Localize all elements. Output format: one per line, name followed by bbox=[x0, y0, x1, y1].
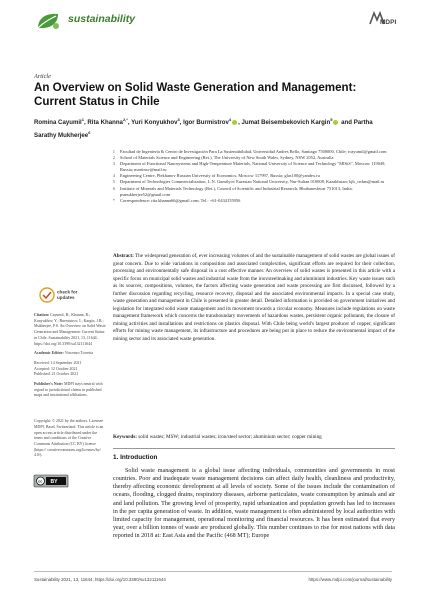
author[interactable] bbox=[87, 119, 127, 126]
keywords-text: solid wastes; MSW; industrial wastes; iron/steel sector; aluminium sector; copper mining bbox=[138, 434, 322, 440]
dates bbox=[34, 360, 106, 377]
keywords bbox=[113, 434, 395, 442]
abstract-label: Abstract: bbox=[113, 253, 134, 259]
affiliation-item bbox=[113, 198, 393, 204]
affiliation-number: * bbox=[113, 198, 115, 203]
accepted-date: Accepted: 12 October 2021 bbox=[34, 365, 78, 371]
affiliations bbox=[113, 149, 393, 204]
author-affiliation-number: 2,* bbox=[122, 117, 128, 122]
affiliation-text: Institute of Minerals and Materials Technology (Ret.), Council of Scientific and Industrial Research, Bhubaneshwar 751013, India; psmukherjee52@gmail.com bbox=[120, 185, 353, 197]
paper-title: An Overview on Solid Waste Generation and Management: Current Status in Chile bbox=[34, 81, 357, 108]
affiliation-number: 2 bbox=[113, 156, 115, 161]
editor-name: Vincenzo Torretta bbox=[64, 350, 93, 356]
author-name[interactable]: Jumat Beisembekovich Kargin bbox=[241, 119, 331, 127]
svg-text:BY: BY bbox=[50, 479, 58, 486]
cc-by-license-icon[interactable] bbox=[34, 475, 68, 487]
article-type: Article bbox=[34, 73, 51, 80]
author-affiliation-number: 3 bbox=[177, 117, 180, 122]
abstract bbox=[113, 253, 395, 344]
affiliation-text: Department of Technologies Commercialization, L.N. Gumilyov Eurasian National University, Nur-Sultan 010008, Kazakhstan; kjb_crrkm@mail.ru bbox=[120, 179, 385, 185]
author-affiliation-number: 5 bbox=[330, 117, 333, 122]
author-name[interactable]: Igor Burmistrov bbox=[183, 119, 229, 127]
orcid-icon[interactable] bbox=[232, 120, 237, 125]
affiliation-text: School of Materials Science and Engineering (Ret.), The University of New South Wales, Sydney, NSW 2052, Australia bbox=[120, 155, 334, 161]
mdpi-logo-text: MDPI bbox=[380, 19, 397, 26]
affiliation-text: Department of Functional Nanosystems and High-Temperature Materials, National University of Science and Technology "MISiS", Moscow 119049, Russia; martinsv@mail.ru bbox=[120, 161, 386, 173]
author[interactable] bbox=[34, 119, 84, 126]
copyright-text: Copyright: © 2021 by the authors. Licensee MDPI, Basel, Switzerland. This article is an open access article distributed under the terms and conditions of the Creative Commons Attribution (CC BY) license (https:// creativecommons.org/licenses/by/ 4.0/). bbox=[34, 418, 104, 458]
editor-label: Academic Editor: bbox=[34, 350, 64, 356]
author[interactable] bbox=[241, 119, 339, 126]
author-affiliation-number: 4 bbox=[228, 117, 232, 122]
mdpi-logo-icon[interactable] bbox=[368, 10, 397, 26]
affiliation-number: 1 bbox=[113, 150, 115, 154]
footer-citation: Sustainability 2021, 13, 11644. https://doi.org/10.3390/su132111644 bbox=[34, 577, 166, 582]
svg-text:cc: cc bbox=[38, 479, 43, 484]
check-updates-line1: check for bbox=[57, 289, 78, 295]
affiliation-text: Facultad de Ingeniería & Centro de Investigación Para La Sustentabilidad, Universidad Andres Bello, Santiago 7500000, Chile; rcayumil@gmail.com bbox=[120, 149, 387, 154]
author-name[interactable]: Romina Cayumil bbox=[34, 119, 82, 127]
publisher-note-text: MDPI stays neutral with regard to jurisdictional claims in published maps and institutional affiliations. bbox=[34, 381, 103, 398]
author-affiliation-number: 6 bbox=[88, 129, 91, 135]
introduction-text: Solid waste management is a global issue affecting individuals, communities and governments in most countries. Poor and inadequate waste management decisions can affect daily health, cleanliness and productivity, thereby affecting economic development at all levels of society. Some of the issues include the contamination of oceans, flooding, clogged drains, respiratory diseases, airborne particulates, waste consumption by animals and air and land pollution. The growing level of prosperity, rapid urbanization and population growth has led to increases in the per capita generation of waste. In addition, waste management is often administered by local authorities with limited capacity for management, operational monitoring and financial resources. It has been estimated that every year, over a billion tonnes of waste are produced globally. This number continues to rise for most nations with data reported in 2018 at: East Asia and the Pacific (468 MT); Europe bbox=[113, 468, 395, 540]
footer-divider bbox=[34, 571, 392, 572]
affiliation-text: Correspondence: rita.khanna66@gmail.com; Tel.: +61-0434155956 bbox=[120, 197, 241, 203]
author-list: Romina Cayumil$^1$, Rita Khanna$^{2,*}$, Yuri Konyukhov$^3$, Igor Burmistrov$^4$ , Jumat Beisembekovich Kargin$^5$ and Partha Sarathy Mukherjee$^6$ bbox=[34, 117, 373, 139]
citation-label: Citation: bbox=[34, 312, 50, 317]
affiliation-number: 4 bbox=[113, 174, 115, 179]
journal-name[interactable]: sustainability bbox=[68, 13, 136, 25]
affiliation-text: Engineering Centre, Plekhanov Russian University of Economics, Moscow 117997, Russia; glas100@yandex.ru bbox=[120, 173, 320, 179]
orcid-icon[interactable] bbox=[333, 120, 338, 125]
footer-journal-link[interactable]: https://www.mdpi.com/journal/sustainability bbox=[308, 577, 392, 582]
author[interactable] bbox=[131, 119, 180, 126]
article-info-sidebar bbox=[34, 312, 106, 462]
author-name[interactable]: Rita Khanna bbox=[87, 119, 123, 127]
citation-text: Cayumil, R.; Khanna, R.; Konyukhov, Y.; Burmistrov, I.; Kargin, J.B.; Mukherjee, P.S. An Overview on Solid Waste Generation and Management: Current Status in Chile. Sustainability 2021, 13, 11644. https://doi.org/10.3390/su132111644 bbox=[34, 312, 106, 346]
affiliation-item bbox=[113, 161, 393, 173]
published-date: Published: 21 October 2021 bbox=[34, 371, 79, 377]
affiliation-number: 3 bbox=[113, 162, 115, 167]
keywords-label: Keywords: bbox=[113, 434, 137, 440]
academic-editor bbox=[34, 350, 106, 356]
check-updates-line2: updates bbox=[57, 295, 75, 300]
author-affiliation-number: 1 bbox=[81, 117, 84, 122]
journal-logo-icon bbox=[34, 10, 64, 32]
citation bbox=[34, 312, 106, 346]
author-name[interactable]: Yuri Konyukhov bbox=[131, 119, 178, 127]
check-for-updates-badge[interactable] bbox=[38, 285, 90, 305]
affiliation-item bbox=[113, 186, 393, 198]
author-name[interactable]: Partha Sarathy Mukherjee bbox=[34, 119, 373, 139]
affiliation-number: 6 bbox=[113, 186, 115, 191]
affiliation-number: 5 bbox=[113, 180, 115, 185]
publisher-note-label: Publisher's Note: bbox=[34, 381, 63, 387]
publisher-note bbox=[34, 381, 106, 398]
introduction-paragraph bbox=[113, 467, 395, 540]
section-divider bbox=[113, 448, 395, 449]
author[interactable] bbox=[183, 119, 238, 126]
received-date: Received: 14 September 2021 bbox=[34, 359, 82, 365]
section-heading-introduction: 1. Introduction bbox=[113, 454, 158, 461]
abstract-text: The widespread generation of, ever increasing volumes of and the sustainable management of solid wastes are global issues of great concern. Due to wide variations in composition and associated complexities, significant efforts are required for their collection, processing and environmentally safe disposal in a cost effective manner. An overview of solid wastes is presented in this article with a specific focus on municipal solid wastes and industrial waste from the iron/steelmaking and aluminium industries. Key waste issues such as its sources, compositions, volumes, the factors affecting waste generation and waste processing are first discussed, followed by a further discussion regarding recycling, resource recovery, disposal and the associated environmental impacts. In a special case study, waste generation and management in Chile is presented in greater detail. Detailed information is provided on government initiatives and legislation for integrated solid waste management and its movement towards a circular economy. Measures include regulations on waste management framework which concerns the transboundary movements of hazardous wastes, persistent organic pollutants, the closure of mining activities and installations and restrictions on plastics disposal. With Chile being world's largest producer of copper, significant efforts for mining waste management, its infrastructure and procedures are being put in place to reduce the environmental impact of the mining sector and its associated waste generation. bbox=[113, 253, 395, 343]
